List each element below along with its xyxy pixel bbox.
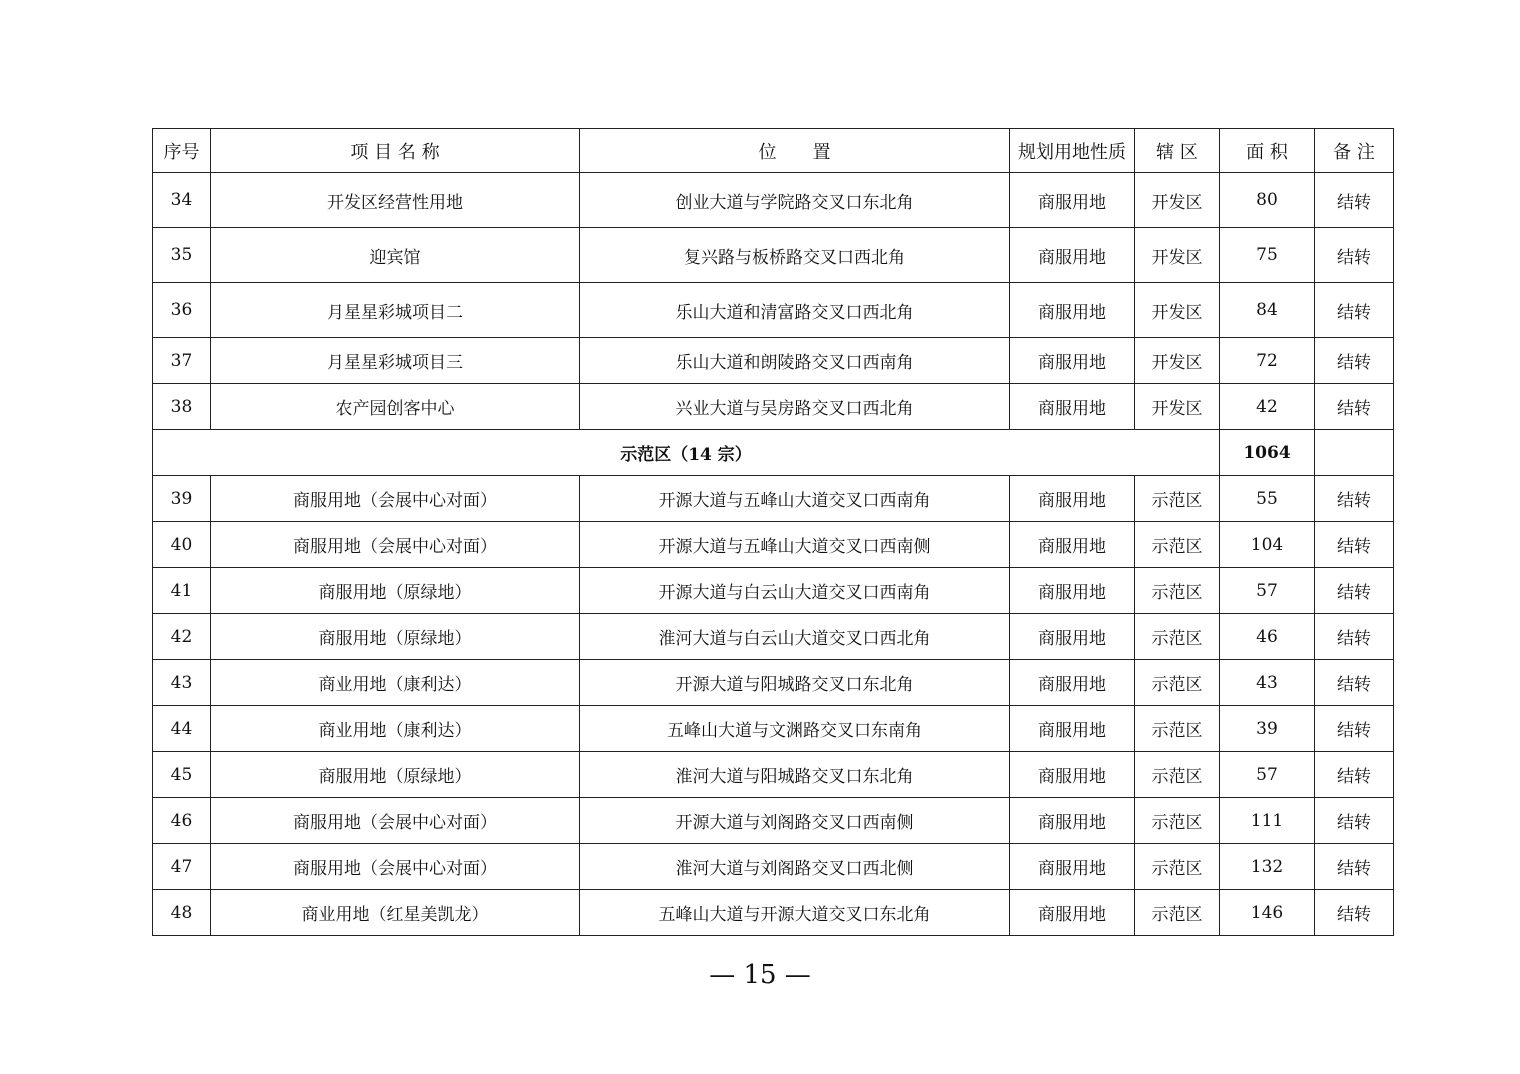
cell-note: 结转 [1315, 476, 1394, 522]
cell-location: 淮河大道与刘阁路交叉口西北侧 [580, 844, 1010, 890]
cell-name: 商服用地（原绿地） [211, 568, 580, 614]
header-no: 序号 [153, 129, 211, 173]
cell-location: 乐山大道和朗陵路交叉口西南角 [580, 338, 1010, 384]
cell-no: 39 [153, 476, 211, 522]
cell-no: 35 [153, 228, 211, 283]
table-row [153, 706, 1394, 752]
cell-location: 兴业大道与吴房路交叉口西北角 [580, 384, 1010, 430]
cell-location: 开源大道与五峰山大道交叉口西南角 [580, 476, 1010, 522]
cell-district: 示范区 [1135, 752, 1220, 798]
cell-location: 创业大道与学院路交叉口东北角 [580, 173, 1010, 228]
cell-name: 商服用地（原绿地） [211, 614, 580, 660]
cell-no: 41 [153, 568, 211, 614]
cell-nature: 商服用地 [1010, 283, 1135, 338]
cell-name: 商业用地（康利达） [211, 660, 580, 706]
cell-district: 示范区 [1135, 568, 1220, 614]
table-row [153, 752, 1394, 798]
cell-district: 示范区 [1135, 660, 1220, 706]
cell-no: 48 [153, 890, 211, 936]
cell-note: 结转 [1315, 568, 1394, 614]
cell-area: 72 [1220, 338, 1315, 384]
cell-area: 132 [1220, 844, 1315, 890]
cell-area: 84 [1220, 283, 1315, 338]
table-row [153, 283, 1394, 338]
cell-name: 开发区经营性用地 [211, 173, 580, 228]
table-row [153, 522, 1394, 568]
cell-location: 开源大道与阳城路交叉口东北角 [580, 660, 1010, 706]
cell-nature: 商服用地 [1010, 568, 1135, 614]
cell-area: 55 [1220, 476, 1315, 522]
table-row [153, 614, 1394, 660]
cell-name: 商业用地（红星美凯龙） [211, 890, 580, 936]
table-row [153, 568, 1394, 614]
cell-district: 示范区 [1135, 890, 1220, 936]
cell-location: 开源大道与白云山大道交叉口西南角 [580, 568, 1010, 614]
cell-name: 农产园创客中心 [211, 384, 580, 430]
table-row [153, 173, 1394, 228]
cell-name: 商服用地（会展中心对面） [211, 798, 580, 844]
cell-nature: 商服用地 [1010, 752, 1135, 798]
cell-no: 46 [153, 798, 211, 844]
cell-note: 结转 [1315, 384, 1394, 430]
cell-note: 结转 [1315, 890, 1394, 936]
cell-no: 45 [153, 752, 211, 798]
cell-note: 结转 [1315, 338, 1394, 384]
land-table [152, 128, 1394, 936]
cell-nature: 商服用地 [1010, 173, 1135, 228]
table-row [153, 476, 1394, 522]
cell-district: 示范区 [1135, 844, 1220, 890]
cell-note: 结转 [1315, 173, 1394, 228]
cell-no: 38 [153, 384, 211, 430]
cell-area: 43 [1220, 660, 1315, 706]
cell-note: 结转 [1315, 706, 1394, 752]
cell-area: 57 [1220, 752, 1315, 798]
cell-note: 结转 [1315, 228, 1394, 283]
cell-no: 34 [153, 173, 211, 228]
cell-name: 迎宾馆 [211, 228, 580, 283]
cell-note: 结转 [1315, 522, 1394, 568]
cell-location: 复兴路与板桥路交叉口西北角 [580, 228, 1010, 283]
table-row [153, 338, 1394, 384]
cell-nature: 商服用地 [1010, 522, 1135, 568]
cell-nature: 商服用地 [1010, 844, 1135, 890]
cell-district: 示范区 [1135, 522, 1220, 568]
page-number: — 15 — [709, 960, 811, 990]
cell-nature: 商服用地 [1010, 338, 1135, 384]
cell-nature: 商服用地 [1010, 614, 1135, 660]
cell-nature: 商服用地 [1010, 890, 1135, 936]
cell-district: 开发区 [1135, 228, 1220, 283]
cell-area: 80 [1220, 173, 1315, 228]
cell-no: 40 [153, 522, 211, 568]
cell-name: 商服用地（原绿地） [211, 752, 580, 798]
header-area: 面 积 [1220, 129, 1315, 173]
cell-district: 开发区 [1135, 338, 1220, 384]
cell-note: 结转 [1315, 752, 1394, 798]
header-name: 项 目 名 称 [211, 129, 580, 173]
table-row [153, 384, 1394, 430]
cell-area: 46 [1220, 614, 1315, 660]
cell-location: 乐山大道和清富路交叉口西北角 [580, 283, 1010, 338]
cell-note: 结转 [1315, 614, 1394, 660]
cell-area: 75 [1220, 228, 1315, 283]
table-row [153, 798, 1394, 844]
cell-name: 商服用地（会展中心对面） [211, 844, 580, 890]
cell-no: 36 [153, 283, 211, 338]
cell-area: 39 [1220, 706, 1315, 752]
cell-location: 五峰山大道与开源大道交叉口东北角 [580, 890, 1010, 936]
cell-district: 示范区 [1135, 476, 1220, 522]
cell-location: 开源大道与五峰山大道交叉口西南侧 [580, 522, 1010, 568]
group-note [1315, 430, 1394, 476]
cell-location: 五峰山大道与文渊路交叉口东南角 [580, 706, 1010, 752]
cell-no: 43 [153, 660, 211, 706]
table-row [153, 228, 1394, 283]
cell-note: 结转 [1315, 660, 1394, 706]
group-area: 1064 [1220, 430, 1315, 476]
cell-name: 月星星彩城项目二 [211, 283, 580, 338]
cell-nature: 商服用地 [1010, 384, 1135, 430]
cell-area: 104 [1220, 522, 1315, 568]
cell-area: 146 [1220, 890, 1315, 936]
cell-location: 开源大道与刘阁路交叉口西南侧 [580, 798, 1010, 844]
cell-district: 示范区 [1135, 614, 1220, 660]
cell-nature: 商服用地 [1010, 660, 1135, 706]
cell-name: 商服用地（会展中心对面） [211, 522, 580, 568]
table-row [153, 890, 1394, 936]
cell-no: 37 [153, 338, 211, 384]
cell-location: 淮河大道与白云山大道交叉口西北角 [580, 614, 1010, 660]
cell-name: 商业用地（康利达） [211, 706, 580, 752]
cell-name: 商服用地（会展中心对面） [211, 476, 580, 522]
cell-note: 结转 [1315, 844, 1394, 890]
table-header-row [153, 129, 1394, 173]
cell-district: 示范区 [1135, 706, 1220, 752]
cell-district: 开发区 [1135, 173, 1220, 228]
cell-note: 结转 [1315, 798, 1394, 844]
cell-nature: 商服用地 [1010, 476, 1135, 522]
group-label: 示范区（14 宗） [153, 430, 1220, 476]
cell-area: 57 [1220, 568, 1315, 614]
cell-area: 42 [1220, 384, 1315, 430]
cell-name: 月星星彩城项目三 [211, 338, 580, 384]
cell-note: 结转 [1315, 283, 1394, 338]
cell-location: 淮河大道与阳城路交叉口东北角 [580, 752, 1010, 798]
table-row [153, 844, 1394, 890]
group-subtotal-row [153, 430, 1394, 476]
cell-no: 44 [153, 706, 211, 752]
cell-district: 开发区 [1135, 384, 1220, 430]
cell-nature: 商服用地 [1010, 228, 1135, 283]
table-row [153, 660, 1394, 706]
header-district: 辖 区 [1135, 129, 1220, 173]
cell-no: 42 [153, 614, 211, 660]
header-nature: 规划用地性质 [1010, 129, 1135, 173]
cell-no: 47 [153, 844, 211, 890]
cell-district: 开发区 [1135, 283, 1220, 338]
cell-area: 111 [1220, 798, 1315, 844]
cell-nature: 商服用地 [1010, 706, 1135, 752]
cell-district: 示范区 [1135, 798, 1220, 844]
cell-nature: 商服用地 [1010, 798, 1135, 844]
header-note: 备 注 [1315, 129, 1394, 173]
header-location: 位 置 [580, 129, 1010, 173]
